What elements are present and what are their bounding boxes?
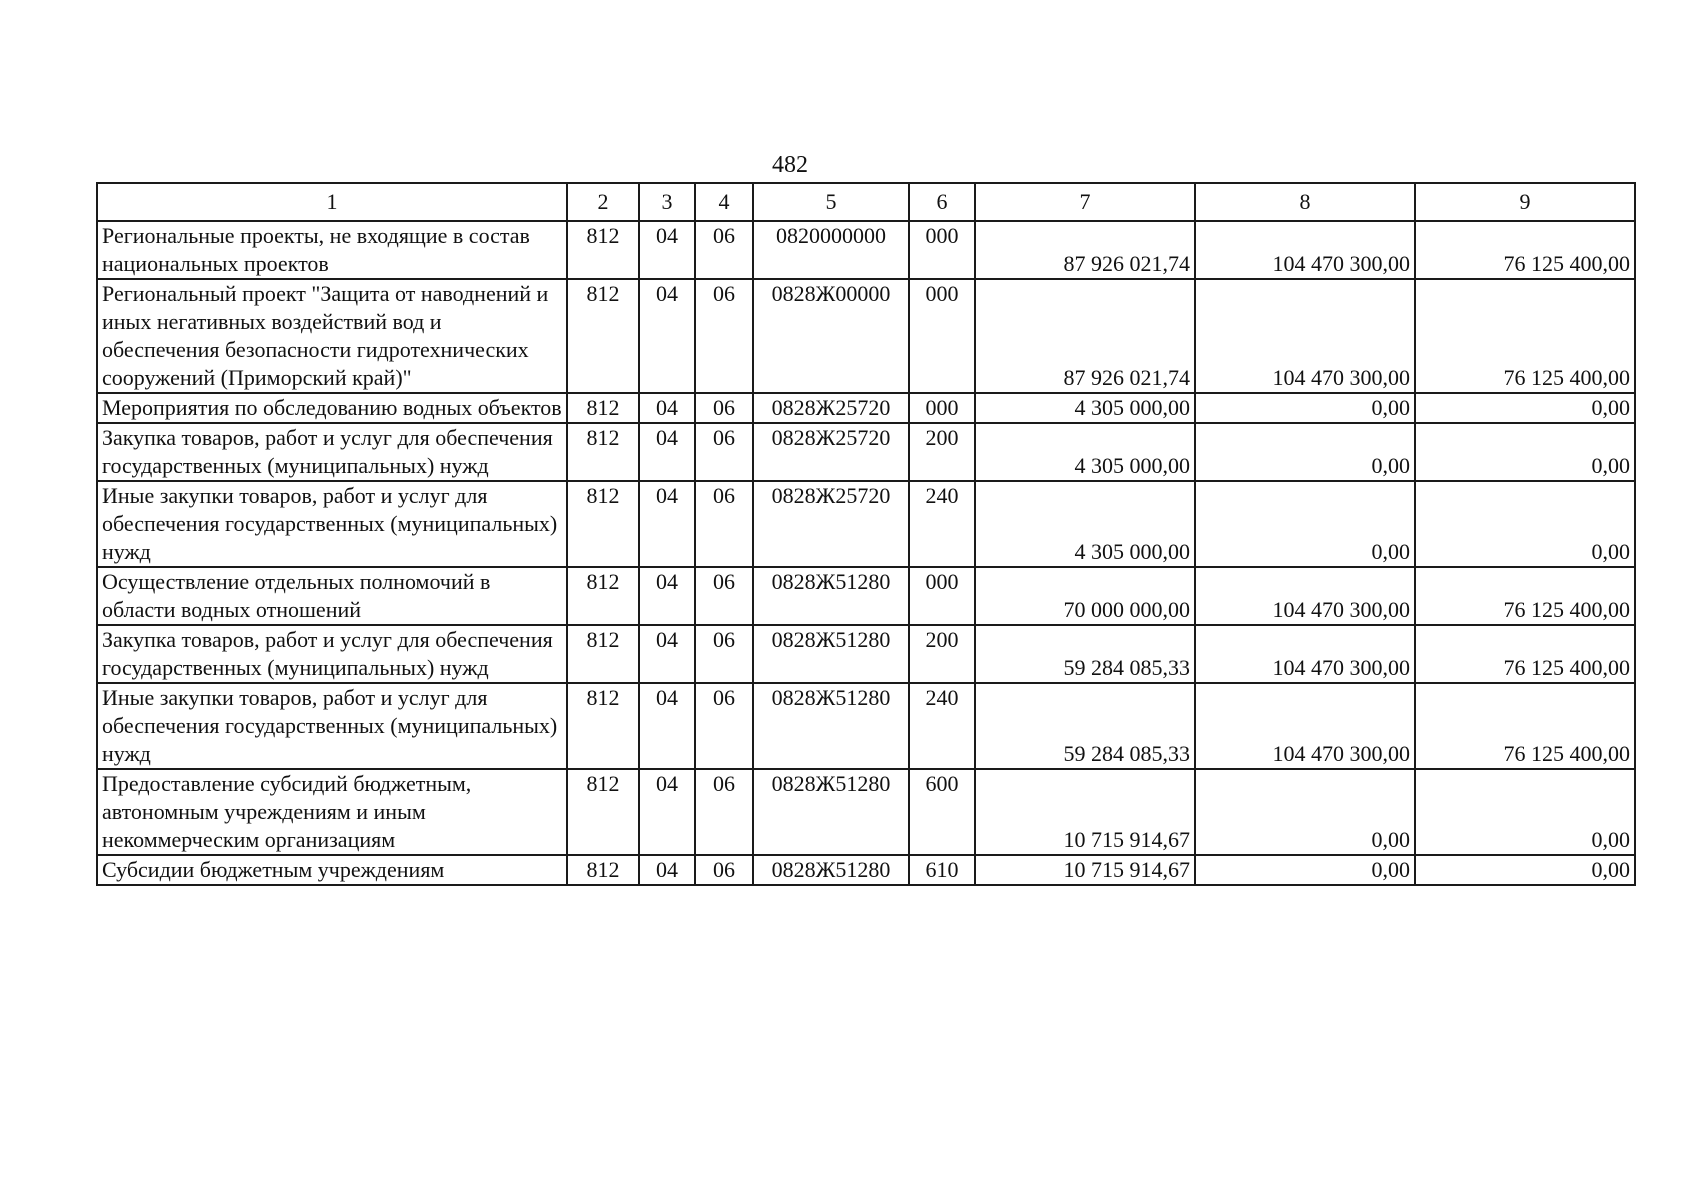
amount-col9-cell: 0,00 [1415, 855, 1635, 885]
target-article-cell: 0828Ж25720 [753, 423, 909, 481]
section-code-cell: 04 [639, 393, 695, 423]
section-code-cell: 04 [639, 769, 695, 855]
row-name-cell: Региональные проекты, не входящие в состав национальных проектов [97, 221, 567, 279]
column-header: 5 [753, 183, 909, 221]
expense-type-cell: 240 [909, 683, 975, 769]
amount-col7-cell: 59 284 085,33 [975, 683, 1195, 769]
expense-type-cell: 000 [909, 567, 975, 625]
admin-code-cell: 812 [567, 393, 639, 423]
subsection-code-cell: 06 [695, 567, 753, 625]
target-article-cell: 0820000000 [753, 221, 909, 279]
expense-type-cell: 000 [909, 279, 975, 393]
row-name-cell: Региональный проект "Защита от наводнений и иных негативных воздействий вод и обеспечения безопасности гидротехнических сооружений (Приморский край)" [97, 279, 567, 393]
page-number: 482 [772, 152, 808, 178]
amount-col9-cell: 76 125 400,00 [1415, 625, 1635, 683]
table-row [97, 423, 1635, 481]
amount-col8-cell: 0,00 [1195, 393, 1415, 423]
amount-col7-cell: 10 715 914,67 [975, 769, 1195, 855]
column-header: 3 [639, 183, 695, 221]
amount-col9-cell: 76 125 400,00 [1415, 221, 1635, 279]
target-article-cell: 0828Ж25720 [753, 393, 909, 423]
amount-col8-cell: 104 470 300,00 [1195, 221, 1415, 279]
row-name-cell: Осуществление отдельных полномочий в области водных отношений [97, 567, 567, 625]
amount-col8-cell: 104 470 300,00 [1195, 279, 1415, 393]
subsection-code-cell: 06 [695, 393, 753, 423]
column-number-row [97, 183, 1635, 221]
expense-type-cell: 000 [909, 393, 975, 423]
amount-col7-cell: 59 284 085,33 [975, 625, 1195, 683]
row-name-cell: Мероприятия по обследованию водных объектов [97, 393, 567, 423]
table-row [97, 625, 1635, 683]
section-code-cell: 04 [639, 625, 695, 683]
table-row [97, 279, 1635, 393]
target-article-cell: 0828Ж51280 [753, 567, 909, 625]
admin-code-cell: 812 [567, 279, 639, 393]
admin-code-cell: 812 [567, 567, 639, 625]
section-code-cell: 04 [639, 683, 695, 769]
budget-table [96, 182, 1636, 886]
amount-col8-cell: 0,00 [1195, 855, 1415, 885]
target-article-cell: 0828Ж51280 [753, 625, 909, 683]
section-code-cell: 04 [639, 481, 695, 567]
amount-col9-cell: 76 125 400,00 [1415, 279, 1635, 393]
admin-code-cell: 812 [567, 855, 639, 885]
admin-code-cell: 812 [567, 423, 639, 481]
admin-code-cell: 812 [567, 683, 639, 769]
amount-col9-cell: 0,00 [1415, 769, 1635, 855]
column-header: 2 [567, 183, 639, 221]
admin-code-cell: 812 [567, 769, 639, 855]
amount-col7-cell: 87 926 021,74 [975, 221, 1195, 279]
section-code-cell: 04 [639, 855, 695, 885]
expense-type-cell: 000 [909, 221, 975, 279]
amount-col9-cell: 76 125 400,00 [1415, 683, 1635, 769]
subsection-code-cell: 06 [695, 855, 753, 885]
row-name-cell: Иные закупки товаров, работ и услуг для обеспечения государственных (муниципальных) нужд [97, 683, 567, 769]
amount-col9-cell: 0,00 [1415, 393, 1635, 423]
subsection-code-cell: 06 [695, 683, 753, 769]
row-name-cell: Закупка товаров, работ и услуг для обеспечения государственных (муниципальных) нужд [97, 625, 567, 683]
subsection-code-cell: 06 [695, 481, 753, 567]
amount-col7-cell: 4 305 000,00 [975, 423, 1195, 481]
expense-type-cell: 200 [909, 423, 975, 481]
amount-col7-cell: 4 305 000,00 [975, 481, 1195, 567]
column-header: 6 [909, 183, 975, 221]
column-header: 8 [1195, 183, 1415, 221]
table-row [97, 769, 1635, 855]
column-header: 1 [97, 183, 567, 221]
amount-col9-cell: 0,00 [1415, 423, 1635, 481]
target-article-cell: 0828Ж51280 [753, 769, 909, 855]
amount-col8-cell: 0,00 [1195, 481, 1415, 567]
row-name-cell: Иные закупки товаров, работ и услуг для обеспечения государственных (муниципальных) нужд [97, 481, 567, 567]
amount-col9-cell: 76 125 400,00 [1415, 567, 1635, 625]
amount-col8-cell: 0,00 [1195, 423, 1415, 481]
row-name-cell: Закупка товаров, работ и услуг для обеспечения государственных (муниципальных) нужд [97, 423, 567, 481]
target-article-cell: 0828Ж51280 [753, 683, 909, 769]
expense-type-cell: 610 [909, 855, 975, 885]
amount-col8-cell: 0,00 [1195, 769, 1415, 855]
table-row [97, 683, 1635, 769]
expense-type-cell: 600 [909, 769, 975, 855]
table-row [97, 567, 1635, 625]
admin-code-cell: 812 [567, 625, 639, 683]
expense-type-cell: 240 [909, 481, 975, 567]
target-article-cell: 0828Ж00000 [753, 279, 909, 393]
section-code-cell: 04 [639, 221, 695, 279]
target-article-cell: 0828Ж51280 [753, 855, 909, 885]
subsection-code-cell: 06 [695, 221, 753, 279]
section-code-cell: 04 [639, 423, 695, 481]
column-header: 7 [975, 183, 1195, 221]
row-name-cell: Предоставление субсидий бюджетным, автономным учреждениям и иным некоммерческим организациям [97, 769, 567, 855]
row-name-cell: Субсидии бюджетным учреждениям [97, 855, 567, 885]
section-code-cell: 04 [639, 567, 695, 625]
amount-col8-cell: 104 470 300,00 [1195, 683, 1415, 769]
table-row [97, 393, 1635, 423]
subsection-code-cell: 06 [695, 423, 753, 481]
subsection-code-cell: 06 [695, 625, 753, 683]
target-article-cell: 0828Ж25720 [753, 481, 909, 567]
subsection-code-cell: 06 [695, 279, 753, 393]
amount-col7-cell: 70 000 000,00 [975, 567, 1195, 625]
amount-col8-cell: 104 470 300,00 [1195, 625, 1415, 683]
table-row [97, 221, 1635, 279]
amount-col9-cell: 0,00 [1415, 481, 1635, 567]
amount-col7-cell: 87 926 021,74 [975, 279, 1195, 393]
table-row [97, 481, 1635, 567]
column-header: 9 [1415, 183, 1635, 221]
admin-code-cell: 812 [567, 221, 639, 279]
amount-col7-cell: 4 305 000,00 [975, 393, 1195, 423]
amount-col8-cell: 104 470 300,00 [1195, 567, 1415, 625]
amount-col7-cell: 10 715 914,67 [975, 855, 1195, 885]
column-header: 4 [695, 183, 753, 221]
section-code-cell: 04 [639, 279, 695, 393]
table-row [97, 855, 1635, 885]
subsection-code-cell: 06 [695, 769, 753, 855]
admin-code-cell: 812 [567, 481, 639, 567]
expense-type-cell: 200 [909, 625, 975, 683]
